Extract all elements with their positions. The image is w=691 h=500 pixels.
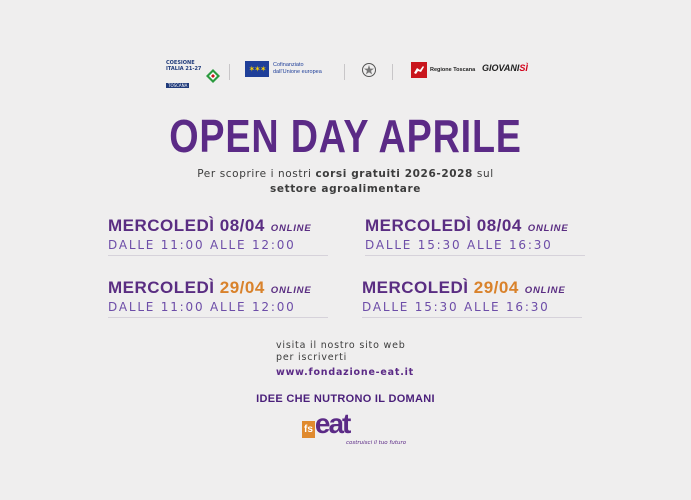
- eat-logo-claim: costruisci il tuo futuro: [346, 440, 407, 446]
- coesione-line1: COESIONE: [166, 60, 195, 66]
- subtitle-bold-1: corsi gratuiti 2026-2028: [315, 168, 473, 180]
- subtitle-text-2: sul: [472, 168, 494, 180]
- event-divider: [108, 317, 328, 318]
- website-link[interactable]: www.fondazione-eat.it: [276, 367, 415, 378]
- coesione-line2: ITALIA 21-27: [166, 66, 202, 72]
- visit-block: [276, 340, 414, 379]
- event-3: [108, 278, 328, 318]
- logo-divider: [344, 64, 345, 80]
- coesione-region: TOSCANA: [168, 83, 188, 88]
- republic-emblem-icon: [361, 61, 377, 79]
- subtitle-bold-2: settore agroalimentare: [270, 183, 421, 195]
- event-divider: [365, 255, 585, 256]
- event-time: DALLE 15:30 ALLE 16:30: [365, 238, 553, 252]
- event-4: [362, 278, 582, 318]
- toscana-label: Regione Toscana: [430, 67, 476, 73]
- event-day: MERCOLEDÌ: [365, 216, 477, 235]
- event-date: 08/04: [219, 216, 265, 235]
- event-date: 29/04: [219, 278, 265, 297]
- event-time: DALLE 11:00 ALLE 12:00: [108, 238, 296, 252]
- italian-republic-emblem: [361, 61, 377, 79]
- regione-toscana-logo: [411, 62, 475, 78]
- event-mode: ONLINE: [270, 285, 312, 296]
- tagline: IDEE CHE NUTRONO IL DOMANI: [256, 393, 435, 405]
- giovani-accent: SÌ: [519, 63, 528, 73]
- coesione-arrow-icon: [204, 69, 220, 83]
- partner-logos: [0, 58, 691, 86]
- eu-logo: [245, 61, 322, 77]
- event-day: MERCOLEDÌ: [108, 278, 220, 297]
- event-day: MERCOLEDÌ: [362, 278, 474, 297]
- subtitle-text-1: Per scoprire i nostri: [197, 168, 316, 180]
- logo-divider: [229, 64, 230, 80]
- event-date: 29/04: [473, 278, 519, 297]
- giovani-main: GIOVANI: [482, 63, 520, 73]
- event-divider: [362, 317, 582, 318]
- event-mode: ONLINE: [270, 223, 312, 234]
- eat-logo-prefix: fs: [302, 421, 315, 438]
- eu-line1: Cofinanziato: [273, 62, 304, 68]
- visit-line1: visita il nostro sito web: [276, 340, 406, 351]
- event-time: DALLE 15:30 ALLE 16:30: [362, 300, 550, 314]
- logo-divider: [392, 64, 393, 80]
- pegasus-icon: [411, 62, 427, 78]
- page-title: OPEN DAY APRILE: [169, 110, 522, 162]
- event-mode: ONLINE: [524, 285, 566, 296]
- eu-flag-icon: ✶✶✶: [245, 61, 269, 77]
- event-day: MERCOLEDÌ: [108, 216, 220, 235]
- giovani-si-logo: [482, 63, 528, 73]
- eat-logo-word: eat: [314, 408, 350, 439]
- coesione-italia-logo: [166, 60, 220, 91]
- eu-line2: dall'Unione europea: [273, 69, 322, 75]
- visit-line2: per iscriverti: [276, 352, 348, 363]
- event-mode: ONLINE: [527, 223, 569, 234]
- event-1: [108, 216, 328, 256]
- event-2: [365, 216, 585, 256]
- subtitle: [0, 167, 691, 197]
- event-divider: [108, 255, 328, 256]
- event-date: 08/04: [476, 216, 522, 235]
- event-time: DALLE 11:00 ALLE 12:00: [108, 300, 296, 314]
- fondazione-eat-logo: [302, 408, 407, 446]
